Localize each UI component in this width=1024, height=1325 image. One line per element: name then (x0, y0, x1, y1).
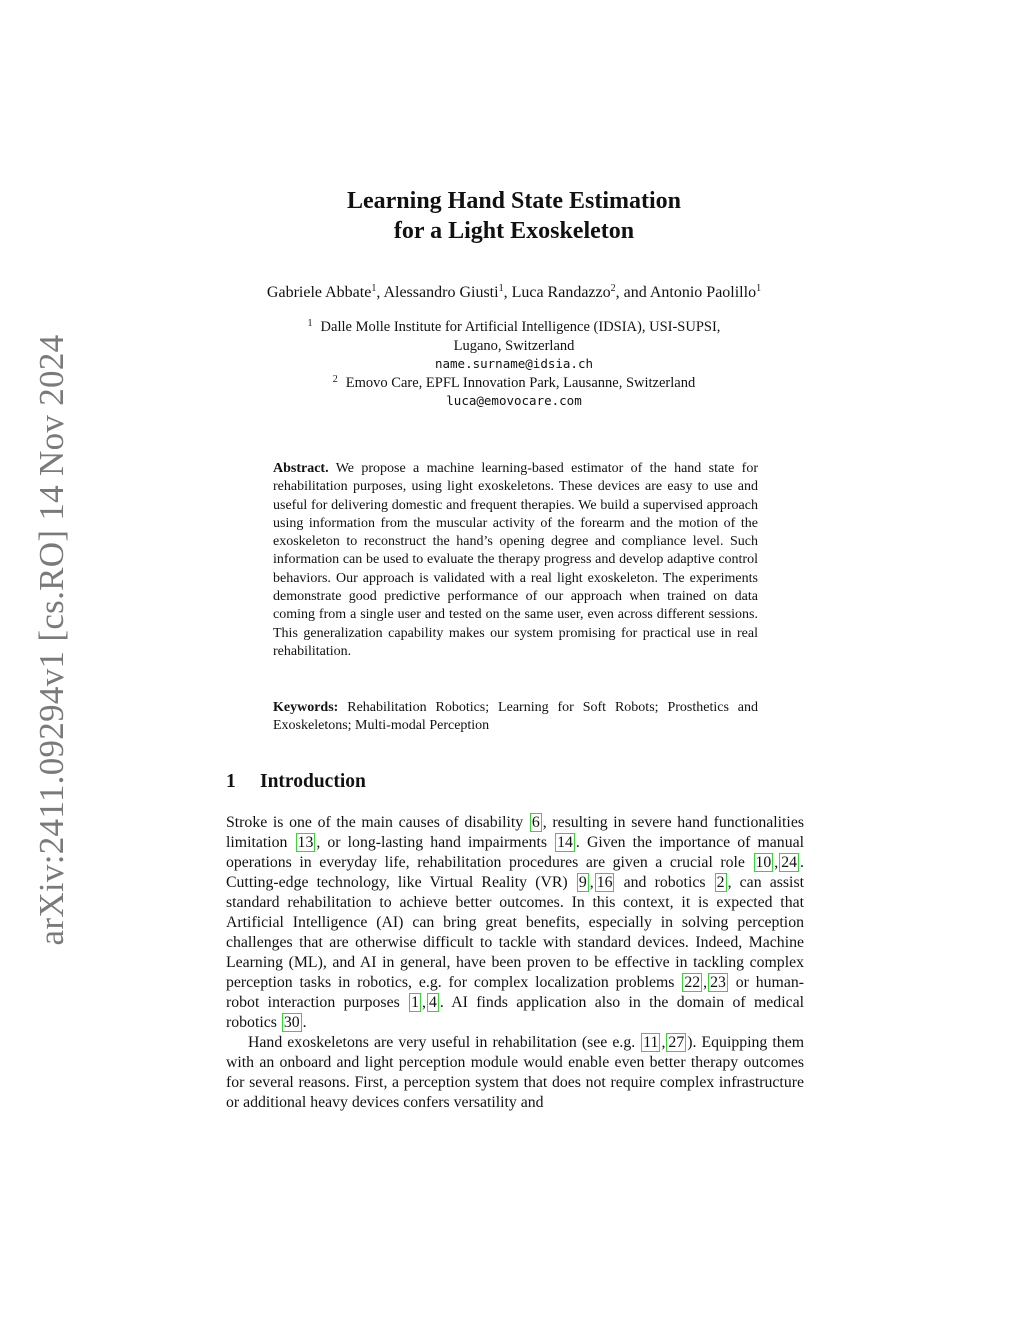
paragraph-text: , (774, 854, 779, 871)
author-separator: , (503, 284, 512, 301)
abstract-label: Abstract. (273, 461, 329, 476)
affiliation-email[interactable]: name.surname@idsia.ch (434, 356, 594, 372)
keywords (273, 699, 758, 736)
paragraph-text: or human-robot interaction purposes (226, 974, 805, 1011)
citation-link[interactable]: 1 (411, 994, 419, 1011)
author-affiliation-mark: 1 (371, 283, 377, 294)
paragraph-text: ). Equipping them with an onboard and light perception module would enable even better therapy outcomes for several reasons. First, a perception system that does not require complex infrastructure or additional heavy devices confers versatility and (226, 1034, 804, 1111)
affiliation-line: Dalle Molle Institute for Artificial Intelligence (IDSIA), USI-SUPSI, (320, 319, 721, 335)
citation-link[interactable]: 22 (684, 974, 701, 991)
paragraph-text: , (703, 974, 708, 991)
citation-link[interactable]: 6 (531, 814, 540, 831)
citation-link[interactable]: 30 (283, 1014, 300, 1031)
paragraph-text: . AI finds application also in the domain of medical robotics (226, 994, 804, 1031)
paragraph-text: . Cutting-edge technology, like Virtual Reality (VR) (226, 854, 804, 891)
citation-link[interactable]: 2 (716, 874, 725, 891)
affiliation-email[interactable]: luca@emovocare.com (446, 393, 582, 409)
paragraph-text: . Given the importance of manual operations in everyday life, rehabilitation procedures are given a crucial role (226, 834, 805, 871)
author-name: Alessandro Giusti (383, 284, 499, 301)
citation-link[interactable]: 9 (578, 874, 587, 891)
keywords-text: Rehabilitation Robotics; Learning for Soft Robots; Prosthetics and Exoskeletons; Multi-modal Perception (273, 700, 759, 734)
section-number: 1 (226, 771, 236, 792)
citation-link[interactable]: 16 (596, 874, 613, 891)
author-affiliation-mark: 1 (756, 283, 762, 294)
citation-link[interactable]: 14 (557, 834, 573, 851)
citation-link[interactable]: 11 (643, 1034, 659, 1051)
paragraph-text: , (421, 994, 426, 1011)
intro-paragraph-2 (226, 1033, 804, 1113)
affiliation-line: Lugano, Switzerland (453, 337, 575, 354)
paper-title (200, 186, 828, 246)
abstract-text: We propose a machine learning-based estimator of the hand state for rehabilitation purposes, using light exoskeletons. These devices are easy to use and useful for delivering domestic and frequent therapies. We build a supervised approach using information from the muscular activity of the forearm and the motion of the exoskeleton to reconstruct the hand’s opening degree and compliance level. Such information can be used to evaluate the therapy progress and develop adaptive control behaviors. Our approach is validated with a real light exoskeleton. The experiments demonstrate good predictive performance of our approach when trained on data coming from a single user and tested on the same user, even across different sessions. This generalization capability makes our system promising for practical use in real rehabilitation. (273, 461, 758, 659)
paragraph-text: , or long-lasting hand impairments (316, 834, 555, 851)
paragraph-text: , resulting in severe hand functionalities limitation (226, 814, 804, 851)
citation-link[interactable]: 27 (668, 1034, 685, 1051)
title-line-1: Learning Hand State Estimation (346, 188, 682, 214)
affiliation-number: 1 (307, 318, 313, 329)
keywords-label: Keywords: (273, 700, 339, 715)
paragraph-text: . (302, 1014, 307, 1031)
citation-link[interactable]: 13 (297, 834, 314, 851)
affiliation-line: Emovo Care, EPFL Innovation Park, Lausanne, Switzerland (345, 374, 696, 391)
author-list (180, 282, 848, 304)
paragraph-text: Stroke is one of the main causes of disability (226, 814, 529, 831)
section-title: Introduction (260, 771, 366, 792)
abstract (273, 460, 758, 661)
author-affiliation-mark: 2 (610, 283, 616, 294)
section-heading (226, 768, 366, 796)
paragraph-text: Hand exoskeletons are very useful in rehabilitation (see e.g. (248, 1034, 641, 1051)
affiliations (200, 318, 828, 411)
title-line-2: for a Light Exoskeleton (393, 218, 635, 244)
author-name: Antonio Paolillo (649, 284, 757, 301)
citation-link[interactable]: 24 (781, 854, 798, 871)
author-affiliation-mark: 1 (498, 283, 504, 294)
citation-link[interactable]: 4 (428, 994, 437, 1011)
author-separator: , and (615, 284, 650, 301)
citation-link[interactable]: 10 (755, 854, 772, 871)
author-name: Luca Randazzo (511, 284, 611, 301)
paragraph-text: , (661, 1034, 666, 1051)
affiliation-number: 2 (332, 373, 338, 385)
intro-paragraph-1 (226, 813, 804, 1033)
affiliation-2 (200, 374, 828, 393)
paragraph-text: , (589, 874, 594, 891)
author-separator: , (376, 284, 384, 301)
author-name: Gabriele Abbate (266, 284, 372, 301)
paragraph-text: , can assist standard rehabilitation to achieve better outcomes. In this context, it is expected that Artificial Intelligence (AI) can bring great benefits, especially in solving perception challenges that are otherwise difficult to tackle with standard devices. Indeed, Machine Learning (ML), and AI in general, have been proven to be effective in tackling complex perception tasks in robotics, e.g. for complex localization problems (226, 874, 804, 991)
arxiv-identifier: arXiv:2411.09294v1 [cs.RO] 14 Nov 2024 (32, 334, 71, 946)
citation-link[interactable]: 23 (710, 974, 726, 991)
paragraph-text: and robotics (615, 874, 714, 891)
affiliation-1 (200, 318, 828, 337)
